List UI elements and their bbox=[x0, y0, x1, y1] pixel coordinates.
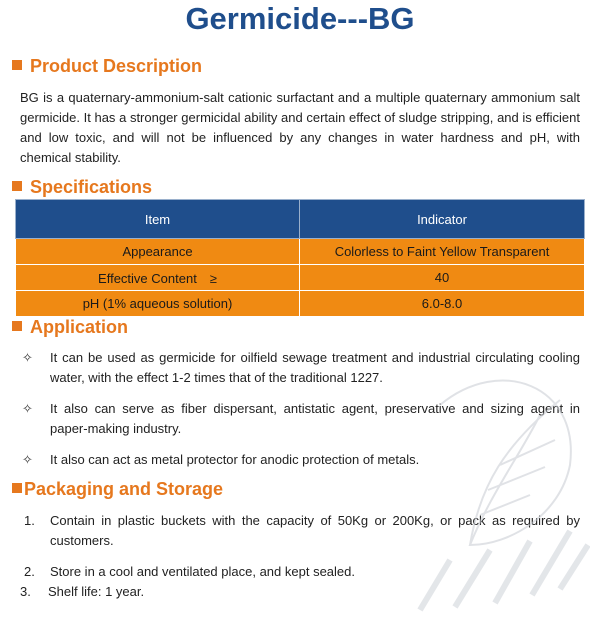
list-item bbox=[20, 399, 580, 439]
square-bullet-icon bbox=[12, 321, 22, 331]
square-bullet-icon bbox=[12, 60, 22, 70]
list-number: 1. bbox=[24, 513, 35, 528]
list-number: 3. bbox=[20, 584, 31, 599]
list-item bbox=[20, 582, 580, 602]
row-item-ph: pH (1% aqueous solution) bbox=[16, 291, 300, 317]
square-bullet-icon bbox=[12, 483, 22, 493]
table-header-row bbox=[16, 200, 585, 239]
square-bullet-icon bbox=[12, 181, 22, 191]
specifications-heading bbox=[12, 176, 152, 198]
table-row bbox=[16, 239, 585, 265]
star-outline-bullet-icon: ✧ bbox=[22, 401, 33, 416]
packaging-list bbox=[20, 511, 580, 602]
row-indicator-ph: 6.0-8.0 bbox=[300, 291, 585, 317]
row-indicator-effective-content: 40 bbox=[300, 265, 585, 291]
star-outline-bullet-icon: ✧ bbox=[22, 452, 33, 467]
page-title: Germicide---BG bbox=[185, 1, 415, 36]
list-number: 2. bbox=[24, 564, 35, 579]
packaging-item-text: Shelf life: 1 year. bbox=[48, 584, 145, 599]
list-item bbox=[20, 348, 580, 388]
packaging-heading-text: Packaging and Storage bbox=[24, 479, 224, 499]
packaging-heading bbox=[12, 478, 223, 500]
column-header-indicator: Indicator bbox=[300, 200, 585, 239]
table-row bbox=[16, 291, 585, 317]
packaging-item-text: Contain in plastic buckets with the capacity of 50Kg or 200Kg, or pack as required by customers. bbox=[50, 513, 580, 548]
row-item-effective-content: Effective Content ≥ bbox=[16, 265, 300, 291]
application-item-text: It can be used as germicide for oilfield sewage treatment and industrial circulating cooling water, with the effect 1-2 times that of the traditional 1227. bbox=[50, 350, 580, 385]
row-item-appearance: Appearance bbox=[16, 239, 300, 265]
column-header-item: Item bbox=[16, 200, 300, 239]
table-row bbox=[16, 265, 585, 291]
list-item bbox=[20, 450, 580, 470]
list-item bbox=[20, 562, 580, 582]
star-outline-bullet-icon: ✧ bbox=[22, 350, 33, 365]
product-description-text: BG is a quaternary-ammonium-salt cationic surfactant and a multiple quaternary ammonium salt germicide. It has a stronger germicidal ability and certain effect of sludge stripping, and is efficient and low toxic, and will not be influenced by any changes in water hardness and pH, with chemical stability. bbox=[20, 90, 580, 165]
application-item-text: It also can act as metal protector for anodic protection of metals. bbox=[50, 452, 420, 467]
application-item-text: It also can serve as fiber dispersant, antistatic agent, preservative and sizing agent in paper-making industry. bbox=[50, 401, 580, 436]
list-item bbox=[20, 511, 580, 551]
specifications-table bbox=[15, 199, 585, 317]
application-heading-text: Application bbox=[30, 317, 128, 337]
product-description-heading-text: Product Description bbox=[30, 56, 203, 76]
product-description-heading bbox=[12, 55, 202, 77]
application-list bbox=[20, 348, 580, 481]
row-indicator-appearance: Colorless to Faint Yellow Transparent bbox=[300, 239, 585, 265]
packaging-item-text: Store in a cool and ventilated place, and kept sealed. bbox=[50, 564, 355, 579]
application-heading bbox=[12, 316, 128, 338]
specifications-heading-text: Specifications bbox=[30, 177, 153, 197]
